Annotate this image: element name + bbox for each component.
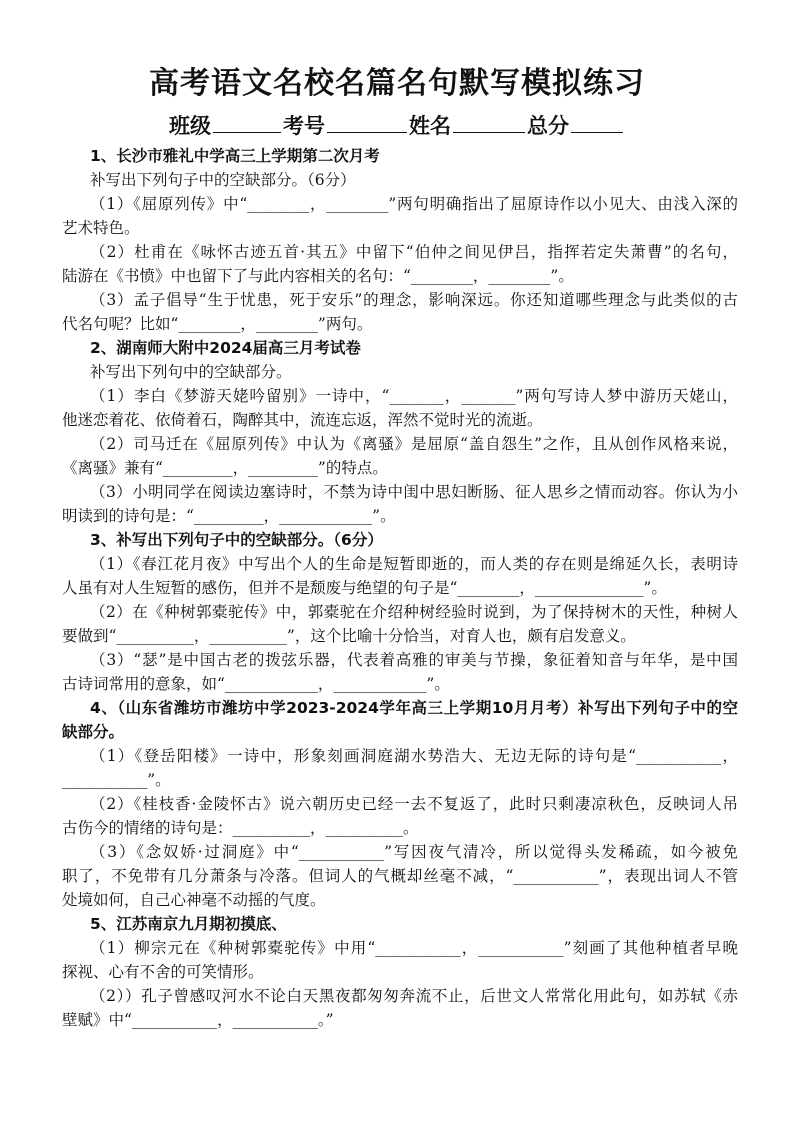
question-line: （3）孟子倡导“生于忧患，死于安乐”的理念，影响深远。你还知道哪些理念与此类似的古 (90, 291, 738, 309)
question-line: （1）李白《梦游天姥吟留别》一诗中，“_______，_______”两句写诗人梦中游历天姥山， (90, 387, 738, 405)
question-line: 他迷恋着花、依倚着石，陶醉其中，流连忘返，浑然不觉时光的流逝。 (62, 411, 543, 429)
question-line: 要做到“__________，__________”，这个比喻十分恰当，对育人也，颇有启发意义。 (62, 627, 636, 645)
question-line: 陆游在《书愤》中也留下了与此内容相关的名句：“________，________”。 (62, 267, 574, 285)
question-line: （2））孔子曾感叹河水不论白天黑夜都匆匆奔流不止，后世文人常常化用此句，如苏轼《赤 (90, 987, 738, 1005)
question-line: （2）《桂枝香·金陵怀古》说六朝历史已经一去不复返了，此时只剩凄凉秋色，反映词人吊 (90, 795, 738, 813)
section-heading: 2、湖南师大附中2024届高三月考试卷 (90, 339, 361, 357)
question-line: （2）司马迁在《屈原列传》中认为《离骚》是屈原“盖自怨生”之作，且从创作风格来说， (90, 435, 738, 453)
question-line: 职了，不免带有几分萧条与冷落。但词人的气概却丝毫不减，“___________”，表现出词人不管 (62, 867, 738, 885)
question-content (62, 144, 738, 1032)
question-line: 处境如何，自己心神毫不动摇的气度。 (62, 891, 326, 909)
class-label: 班级 (169, 114, 211, 138)
name-label: 姓名 (409, 114, 451, 138)
question-line: 壁赋》中“___________，___________。” (62, 1011, 334, 1029)
class-blank[interactable] (213, 112, 281, 133)
question-line: （1）《屈原列传》中“________，________”两句明确指出了屈原诗作以小见大、由浅入深的 (90, 195, 738, 213)
section-heading: 1、长沙市雅礼中学高三上学期第二次月考 (90, 147, 380, 165)
question-line: 探视、心有不舍的可笑情形。 (62, 963, 264, 981)
question-line: （3）《念奴娇·过洞庭》中“___________”写因夜气清冷，所以觉得头发稀疏，如今被免 (90, 843, 738, 861)
question-line: 古伤今的情绪的诗句是：__________，__________。 (62, 819, 419, 837)
question-line: 艺术特色。 (62, 219, 140, 237)
question-line: 代名句呢？比如“________，________”两句。 (62, 315, 373, 333)
section-heading: 3、补写出下列句子中的空缺部分。（6分） (90, 531, 383, 549)
question-line: 《离骚》兼有“_________，_________”的特点。 (62, 459, 388, 477)
question-line: （1）柳宗元在《种树郭橐驼传》中用“___________，___________”刻画了其他种植者早晚 (90, 939, 738, 957)
total-blank[interactable] (571, 112, 623, 133)
section-heading: 5、江苏南京九月期初摸底、 (90, 915, 287, 933)
question-line: （1）《春江花月夜》中写出个人的生命是短暂即逝的，而人类的存在则是绵延久长，表明诗 (90, 555, 738, 573)
section-heading-continued: 缺部分。 (62, 723, 125, 741)
total-label: 总分 (527, 114, 569, 138)
question-line: （2）杜甫在《咏怀古迹五首·其五》中留下“伯仲之间见伊吕，指挥若定失萧曹”的名句， (90, 243, 738, 261)
question-line: （3）小明同学在阅读边塞诗时，不禁为诗中闺中思妇断肠、征人思乡之情而动容。你认为小 (90, 483, 738, 501)
exam-no-label: 考号 (283, 114, 325, 138)
question-line: （3）“瑟”是中国古老的拨弦乐器，代表着高雅的审美与节操，象征着知音与年华，是中国 (90, 651, 738, 669)
section-heading: 4、（山东省潍坊市潍坊中学2023-2024学年高三上学期10月月考）补写出下列句子中的空 (90, 699, 738, 717)
instruction-line: 补写出下列句子中的空缺部分。（6分） (90, 171, 356, 189)
question-line: 明读到的诗句是：“_________，____________”。 (62, 507, 396, 525)
question-line: ___________”。 (62, 771, 171, 789)
name-blank[interactable] (453, 112, 525, 133)
question-line: （1）《登岳阳楼》一诗中，形象刻画洞庭湖水势浩大、无边无际的诗句是“___________， (90, 747, 738, 765)
exam-no-blank[interactable] (327, 112, 407, 133)
instruction-line: 补写出下列句中的空缺部分。 (90, 363, 292, 381)
question-line: 人虽有对人生短暂的感伤，但并不是颓废与绝望的句子是“________，______________”。 (62, 579, 667, 597)
student-info-row (0, 110, 794, 140)
page-title: 高考语文名校名篇名句默写模拟练习 (149, 66, 645, 101)
question-line: （2）在《种树郭橐驼传》中，郭橐驼在介绍种树经验时说到，为了保持树木的天性，种树人 (90, 603, 738, 621)
question-line: 古诗词常用的意象，如“____________，____________”。 (62, 675, 450, 693)
